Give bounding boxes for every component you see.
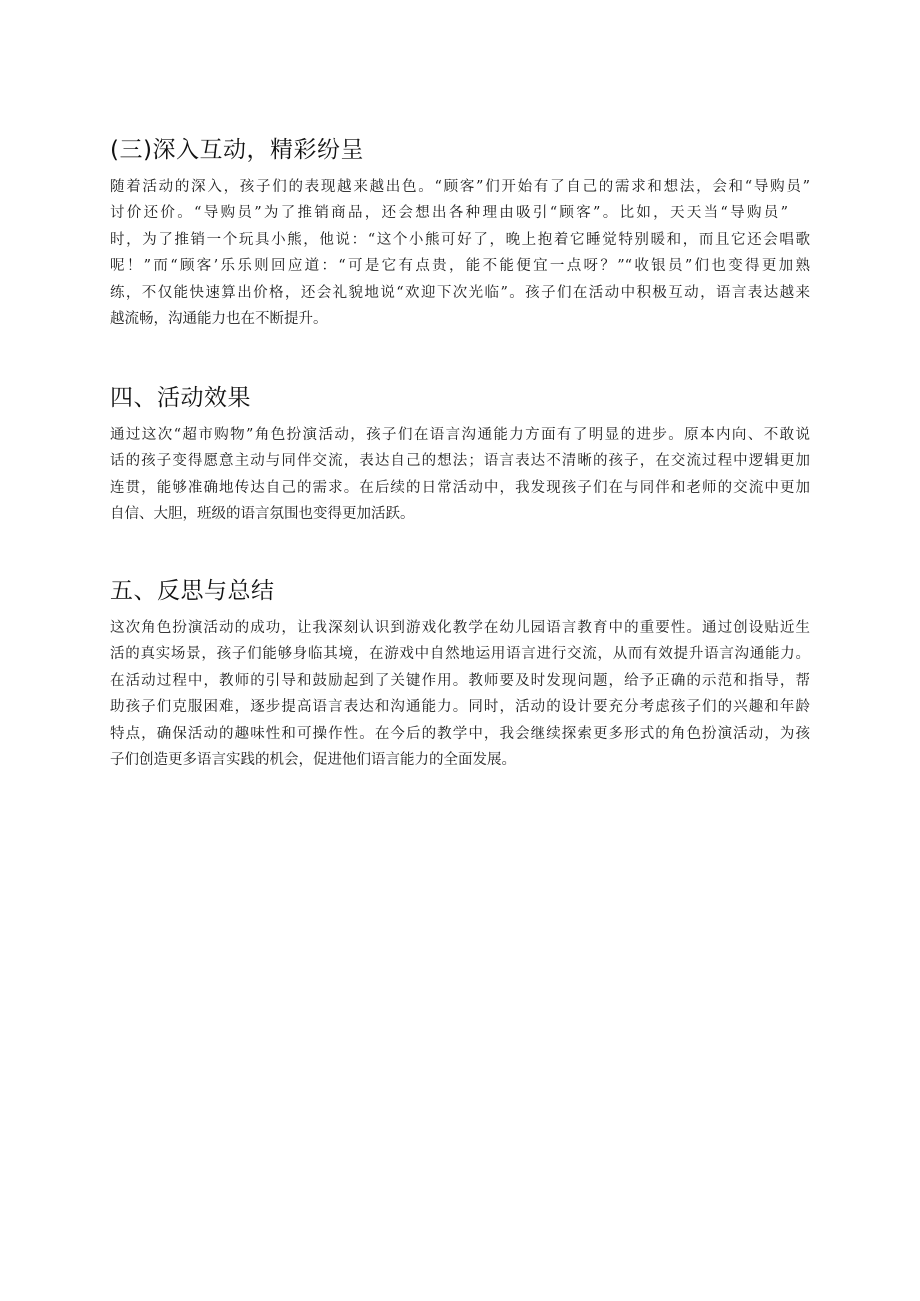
paragraph-line: 练，不仅能快速算出价格，还会礼貌地说“欢迎下次光临”。孩子们在活动中积极互动，语言表达越来: [110, 284, 810, 301]
paragraph-line: 越流畅，沟通能力也在不断提升。: [110, 311, 328, 328]
paragraph-line: 讨价还价。“导购员”为了推销商品，还会想出各种理由吸引“顾客”。比如，天天当“导购员”: [110, 205, 788, 222]
paragraph-line: 呢！”而“顾客’乐乐则回应道：“可是它有点贵，能不能便宜一点呀？”“收银员”们也变得更加熟: [110, 258, 810, 275]
paragraph-line: 在活动过程中，教师的引导和鼓励起到了关键作用。教师要及时发现问题，给予正确的示范和指导，帮: [110, 672, 810, 689]
paragraph-line: 自信、大胆，班级的语言氛围也变得更加活跃。: [110, 506, 415, 523]
paragraph-line: 通过这次“超市购物”角色扮演活动，孩子们在语言沟通能力方面有了明显的进步。原本内向、不敢说: [110, 427, 810, 443]
section-heading-interaction: (三)深入互动，精彩纷呈: [110, 137, 364, 163]
paragraph-line: 子们创造更多语言实践的机会，促进他们语言能力的全面发展。: [110, 752, 516, 769]
paragraph-line: 话的孩子变得愿意主动与同伴交流，表达自己的想法；语言表达不清晰的孩子，在交流过程中逻辑更加: [110, 453, 810, 470]
paragraph-line: 随着活动的深入，孩子们的表现越来越出色。“顾客”们开始有了自己的需求和想法，会和“导购员”: [110, 179, 810, 195]
section-heading-reflection: 五、反思与总结: [110, 578, 275, 604]
paragraph-line: 活的真实场景，孩子们能够身临其境，在游戏中自然地运用语言进行交流，从而有效提升语言沟通能力。: [110, 646, 810, 663]
paragraph-line: 特点，确保活动的趣味性和可操作性。在今后的教学中，我会继续探索更多形式的角色扮演活动，为孩: [110, 725, 810, 742]
paragraph-line: 连贯，能够准确地传达自己的需求。在后续的日常活动中，我发现孩子们在与同伴和老师的交流中更加: [110, 479, 810, 496]
paragraph-interaction: [110, 174, 810, 332]
section-heading-effect: 四、活动效果: [110, 385, 251, 411]
paragraph-line: 这次角色扮演活动的成功，让我深刻认识到游戏化教学在幼儿园语言教育中的重要性。通过创设贴近生: [110, 620, 810, 636]
paragraph-effect: [110, 422, 810, 528]
paragraph-reflection: [110, 615, 810, 773]
paragraph-line: 时，为了推销一个玩具小熊，他说：“这个小熊可好了，晚上抱着它睡觉特别暖和，而且它还会唱歌: [110, 231, 810, 248]
paragraph-line: 助孩子们克服困难，逐步提高语言表达和沟通能力。同时，活动的设计要充分考虑孩子们的兴趣和年龄: [110, 699, 810, 716]
